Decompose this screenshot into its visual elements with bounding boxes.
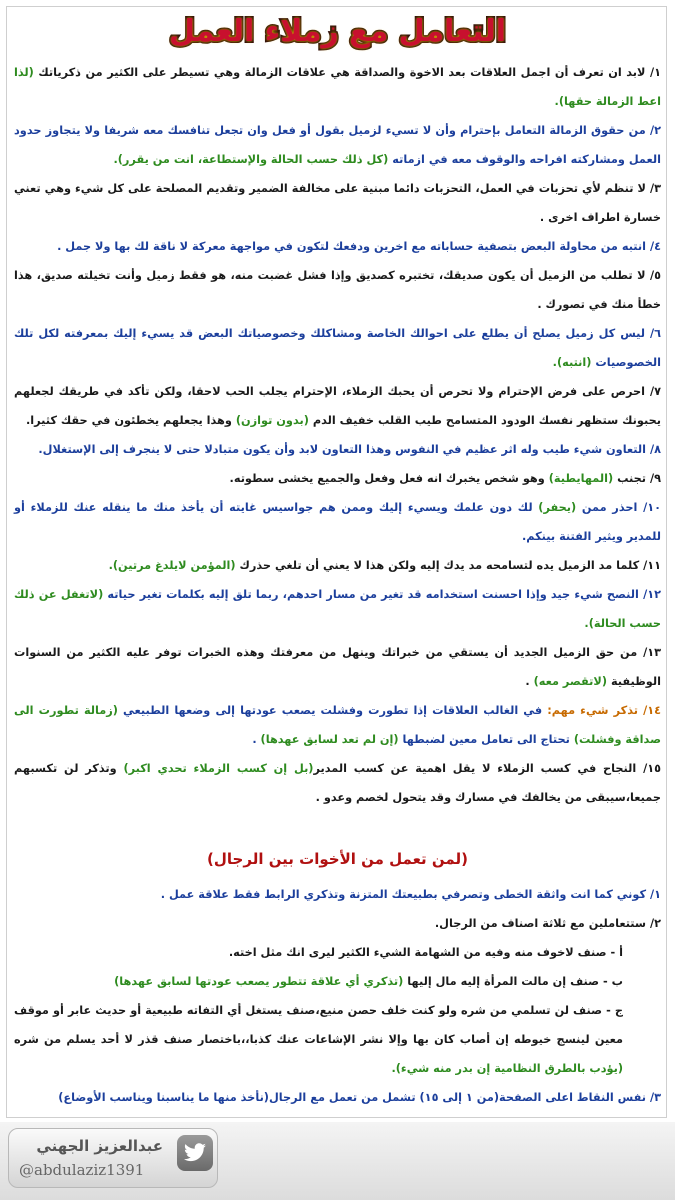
list-item xyxy=(14,261,661,319)
text-segment: ١٢/ النصح شيء جيد وإذا احسنت استخدامه قد تغير من مسار احدهم، ربما تلق إليه بكلمات تغير حياته xyxy=(103,588,661,601)
list-item xyxy=(14,319,661,377)
text-segment: ب - صنف إن مالت المرأة إليه مال إليها xyxy=(403,975,623,988)
list-item xyxy=(14,493,661,551)
text-segment: في الغالب العلاقات إذا تطورت وفشلت يصعب عودتها إلى وضعها الطبيعي xyxy=(117,704,543,717)
list-item xyxy=(14,174,661,232)
text-segment: (لاتغفل عن ذلك حسب الحالة). xyxy=(14,588,661,630)
page-title: التعامل مع زملاء العمل xyxy=(168,14,507,49)
list-item xyxy=(14,996,661,1083)
text-segment: (انتبه). xyxy=(552,356,592,369)
text-segment: (بل إن كسب الزملاء تحدي اكبر) xyxy=(123,762,314,775)
text-segment: ١٥/ النجاح في كسب الزملاء لا يقل اهمية عن كسب المدير xyxy=(313,762,661,775)
text-segment: تحتاج الى تعامل معين لضبطها xyxy=(398,733,574,746)
text-segment: (إن لم تعد لسابق عهدها) xyxy=(260,733,399,746)
list-item xyxy=(14,58,661,116)
text-segment: ٣/ لا تنظم لأي تحزبات في العمل، التحزبات دائما مبنية على مخالفة الضمير وتقديم المصلحة على كل شيء وهي تعني خسارة اطراف اخرى . xyxy=(14,182,661,224)
text-segment: وهذا يجعلهم يخطئون في حقك كثيرا. xyxy=(25,414,236,427)
text-segment: ١/ لابد ان تعرف أن اجمل العلاقات بعد الاخوة والصداقة هي علاقات الزمالة وهي تسيطر على الكثير من ذكرياتك xyxy=(33,66,661,79)
text-segment: (يؤدب بالطرق النظامية إن بدر منه شيء). xyxy=(391,1062,623,1075)
text-segment: (يحفر) xyxy=(538,501,577,514)
text-segment: . xyxy=(525,675,534,688)
list-item xyxy=(14,232,661,261)
text-segment: ٥/ لا تطلب من الزميل أن يكون صديقك، تختبره كصديق وإذا فشل غضبت منه، هو فقط زميل وأنت تخيلته صديق، هذا خطأ منك في تصورك . xyxy=(14,269,661,311)
list-item xyxy=(14,938,661,967)
text-segment: ٩/ تجنب xyxy=(613,472,661,485)
list-item xyxy=(14,754,661,812)
text-segment: (لاتقصر معه) xyxy=(533,675,608,688)
text-segment: ٤/ انتبه من محاولة البعض بتصفية حساباته مع اخرين ودفعك لتكون في مواجهة معركة لا ناقة لك بها ولا جمل . xyxy=(57,240,661,253)
author-handle[interactable]: @abdulaziz1391 xyxy=(19,1161,145,1179)
text-segment: أ - صنف لاخوف منه وفيه من الشهامة الشيء الكثير ليرى انك مثل اخته. xyxy=(228,946,623,959)
text-segment: ١٠/ احذر ممن xyxy=(576,501,661,514)
tips-list xyxy=(14,58,661,812)
women-tips-list xyxy=(14,880,661,1112)
text-segment: ٢/ ستتعاملين مع ثلاثة اصناف من الرجال. xyxy=(434,917,661,930)
text-segment: (كل ذلك حسب الحالة والإستطاعة، انت من يقرر). xyxy=(113,153,389,166)
text-segment: (المؤمن لايلدغ مرتين). xyxy=(108,559,236,572)
author-badge[interactable] xyxy=(8,1128,218,1188)
text-segment: لك دون علمك ويسيء إليك وممن هم جواسيس غايته أن يأخذ منك ما ينقله عنك للزملاء أو للمدير ويثير الفتنة بينكم. xyxy=(14,501,661,543)
text-segment: وتذكر لن تكسبهم جميعا،سيبقى من يخالفك في مسارك وقد يتحول لخصم وعدو . xyxy=(14,762,661,804)
text-segment: . xyxy=(252,733,261,746)
twitter-bird-icon xyxy=(177,1135,213,1171)
text-segment: (بدون توازن) xyxy=(235,414,309,427)
list-item xyxy=(14,580,661,638)
text-segment: ١١/ كلما مد الزميل يده لتسامحه مد يدك إليه ولكن هذا لا يعني أن تلغي حذرك xyxy=(235,559,661,572)
list-item xyxy=(14,116,661,174)
author-name: عبدالعزيز الجهني xyxy=(36,1137,163,1155)
text-segment: ج - صنف لن تسلمي من شره ولو كنت خلف حصن منيع،صنف يستغل أي التفاته طبيعية أو حديث عابر أو موقف معين لينسج خيوطه إن أصاب كان بها وإلا نشر الإشاعات عنك كذبا،،باختصار صنف قذر لا أحد يسلم من شره xyxy=(14,1004,623,1046)
text-segment: وهو شخص يخبرك انه فعل وفعل والجميع يخشى سطوته. xyxy=(229,472,549,485)
list-item xyxy=(14,880,661,909)
text-segment: ٦/ ليس كل زميل يصلح أن يطلع على احوالك الخاصة ومشاكلك وخصوصياتك البعض قد يسيء إليك بمعرفته لكل تلك الخصوصيات xyxy=(14,327,661,369)
section-title: (لمن تعمل من الأخوات بين الرجال) xyxy=(207,850,468,868)
list-item xyxy=(14,696,661,754)
text-segment: ٨/ التعاون شيء طيب وله اثر عظيم في النفوس وهذا التعاون لابد وأن يكون متبادلا حتى لا ينجرف إلى الإستغلال. xyxy=(38,443,661,456)
list-item xyxy=(14,967,661,996)
text-segment: ٣/ نفس النقاط اعلى الصفحة(من ١ إلى ١٥) تشمل من تعمل مع الرجال(نأخذ منها ما يناسبنا ويناسب الأوضاع) xyxy=(58,1091,661,1104)
text-segment: ٢/ من حقوق الزمالة التعامل بإحترام وأن لا تسيء لزميل بقول أو فعل وان تجعل تنافسك معه شريفا ولا يتجاوز حدود العمل ومشاركته افراحه والوقوف معه في ازماته xyxy=(14,124,661,166)
list-item xyxy=(14,464,661,493)
text-segment: (تذكري أي علاقة تتطور يصعب عودتها لسابق عهدها) xyxy=(114,975,404,988)
list-item xyxy=(14,638,661,696)
list-item xyxy=(14,909,661,938)
list-item xyxy=(14,551,661,580)
list-item xyxy=(14,377,661,435)
text-segment: ١٤/ تذكر شيء مهم: xyxy=(542,704,662,717)
text-segment: (المهايطية) xyxy=(548,472,614,485)
text-segment: ٧/ احرص على فرض الإحترام ولا تحرص أن يحبك الزملاء، الإحترام يجلب الحب لاحقا، ولكن تأكد في طريقك لجعلهم يحبونك ستظهر نفسك الودود المتسامح طيب القلب خفيف الدم xyxy=(14,385,661,427)
text-segment: (لذا اعط الزمالة حقها). xyxy=(14,66,661,108)
text-segment: ١٣/ من حق الزميل الجديد أن يستقي من خبراتك وينهل من معرفتك وهذه الخبرات توفر عليه الكثير من السنوات الوظيفية xyxy=(14,646,661,688)
list-item xyxy=(14,1083,661,1112)
text-segment: (زمالة تطورت الى صداقة وفشلت) xyxy=(14,704,661,746)
list-item xyxy=(14,435,661,464)
text-segment: ١/ كوني كما انت واثقة الخطى وتصرفي بطبيعتك المتزنة وتذكري الرابط فقط علاقة عمل . xyxy=(160,888,661,901)
main-content xyxy=(14,58,661,1112)
